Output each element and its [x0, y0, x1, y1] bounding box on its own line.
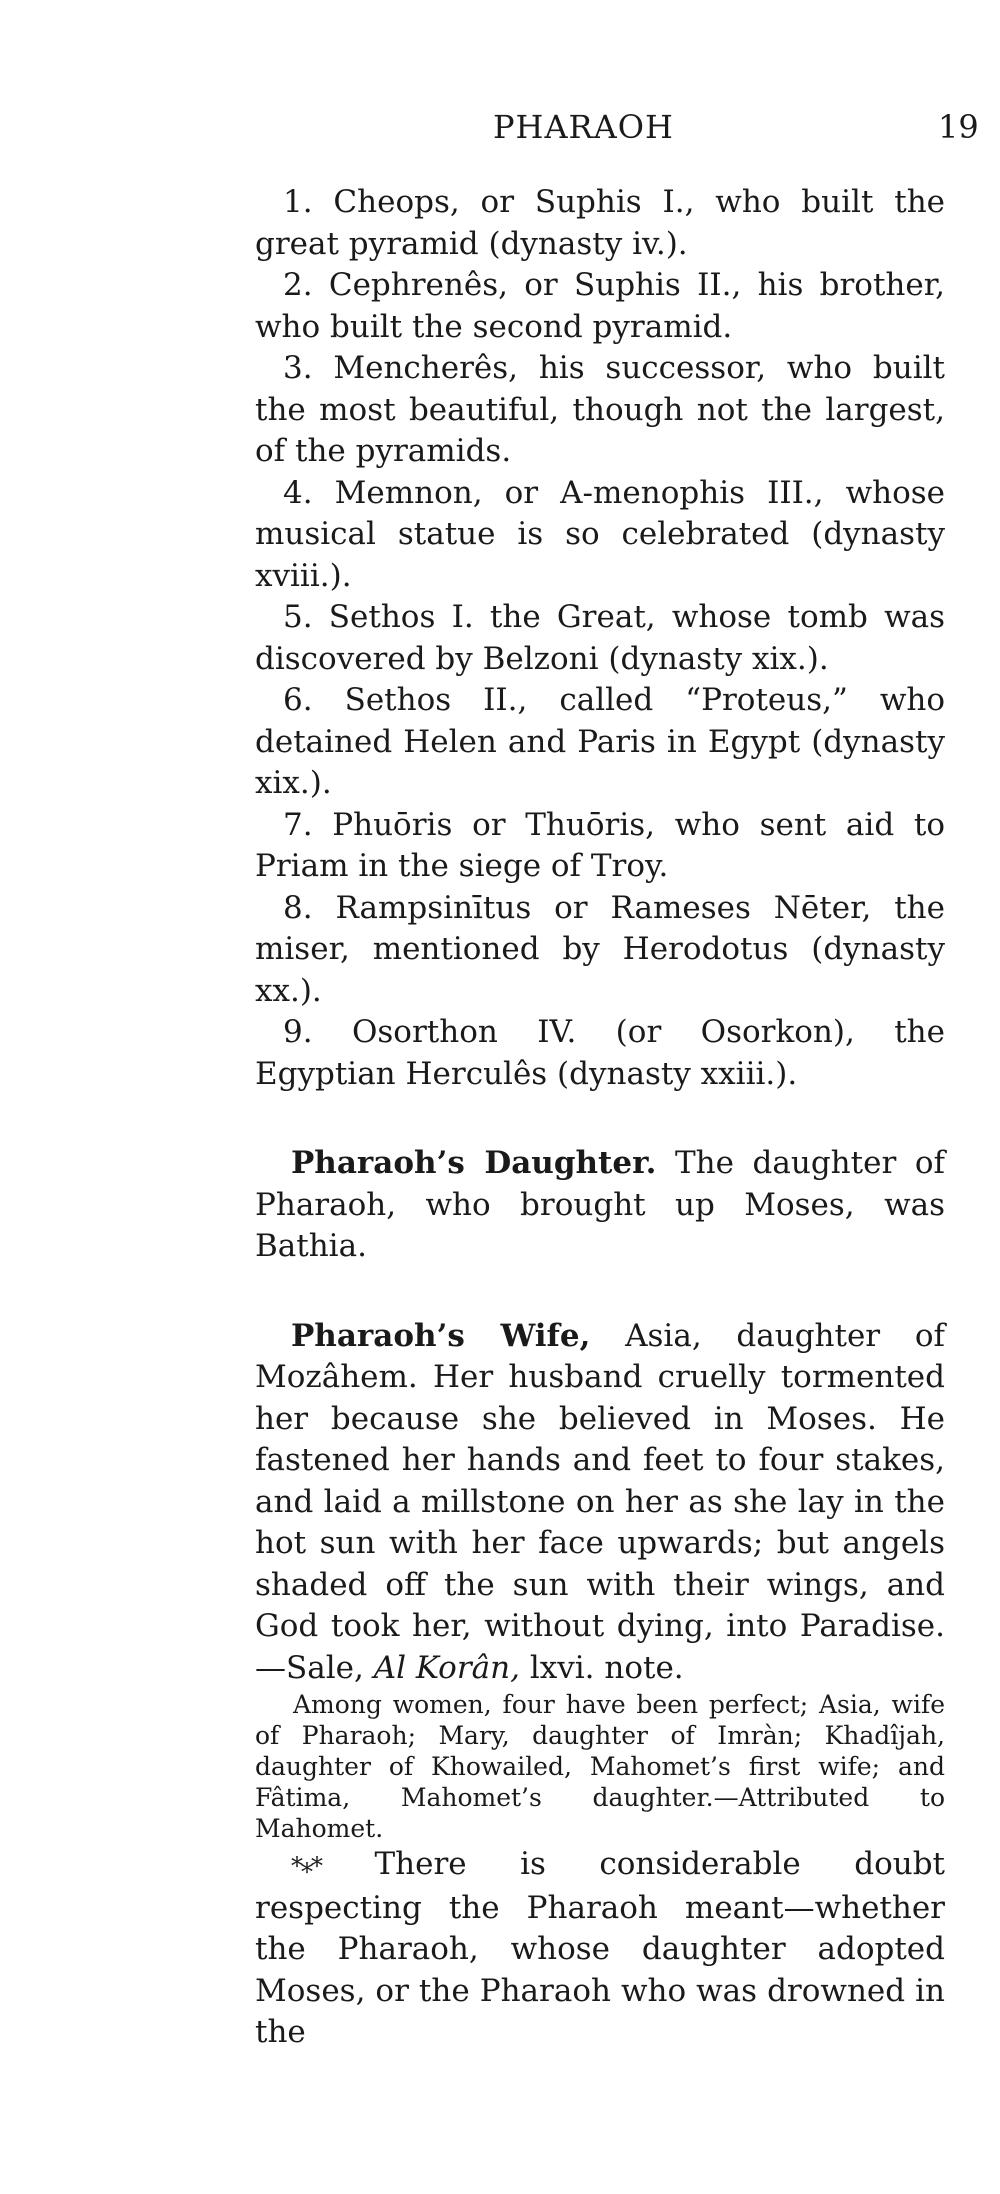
section-gap — [255, 1268, 945, 1316]
note-text: There is considerable doubt respecting the Pharaoh meant—whether the Pharaoh, whose daughter adopted Moses, or the Pharaoh who was drowned in the — [255, 1846, 945, 2050]
page-number: 19 — [938, 108, 979, 146]
list-item: 5. Sethos I. the Great, whose tomb was discovered by Belzoni (dynasty xix.). — [255, 599, 945, 677]
running-title: PHARAOH — [493, 108, 674, 146]
list-item: 1. Cheops, or Suphis I., who built the great pyramid (dynasty iv.). — [255, 184, 945, 262]
list-item: 3. Mencherês, his successor, who built the most beautiful, though not the largest, of the pyramids. — [255, 350, 945, 469]
list-item: 6. Sethos II., called “Proteus,” who detained Helen and Paris in Egypt (dynasty xix.). — [255, 682, 945, 801]
entry-pharaohs-wife — [255, 1316, 945, 1690]
page-body — [255, 182, 945, 2054]
list-item: 8. Rampsinītus or Rameses Nēter, the miser, mentioned by Herodotus (dynasty xx.). — [255, 889, 945, 1009]
pharaoh-list — [255, 182, 945, 1095]
list-item: 2. Cephrenês, or Suphis II., his brother, who built the second pyramid. — [255, 267, 945, 345]
page-header — [0, 108, 1000, 156]
asterism: *** — [291, 1852, 321, 1886]
entry-pharaohs-daughter — [255, 1143, 945, 1268]
section-gap — [255, 1095, 945, 1143]
entry-headword: Pharaoh’s Wife, — [291, 1317, 591, 1354]
entry-text: Asia, daughter of Mozâhem. Her husband cruelly tormented her because she believed in Moses. He fastened her hands and feet to four stakes, and laid a millstone on her as she lay in the hot sun with her face upwards; but angels shaded off the sun with their wings, and God took her, without dying, into Paradise.—Sale, — [255, 1317, 945, 1686]
list-item: 7. Phuōris or Thuōris, who sent aid to Priam in the siege of Troy. — [255, 806, 945, 884]
entry-text: The daughter of Pharaoh, who brought up Moses, was Bathia. — [255, 1145, 945, 1264]
entry-headword: Pharaoh’s Daughter. — [291, 1145, 657, 1181]
block-quote: Among women, four have been perfect; Asia, wife of Pharaoh; Mary, daughter of Imràn; Khadîjah, daughter of Khowailed, Mahomet’s first wife; and Fâtima, Mahomet’s daughter.—Attributed to Mahomet. — [255, 1690, 945, 1843]
editorial-note — [255, 1844, 945, 2054]
source-reference: lxvi. note. — [519, 1649, 684, 1686]
list-item: 9. Osorthon IV. (or Osorkon), the Egyptian Herculês (dynasty xxiii.). — [255, 1014, 945, 1092]
list-item: 4. Memnon, or A-menophis III., whose musical statue is so celebrated (dynasty xviii.). — [255, 474, 945, 594]
source-title: Al Korân, — [373, 1649, 520, 1686]
